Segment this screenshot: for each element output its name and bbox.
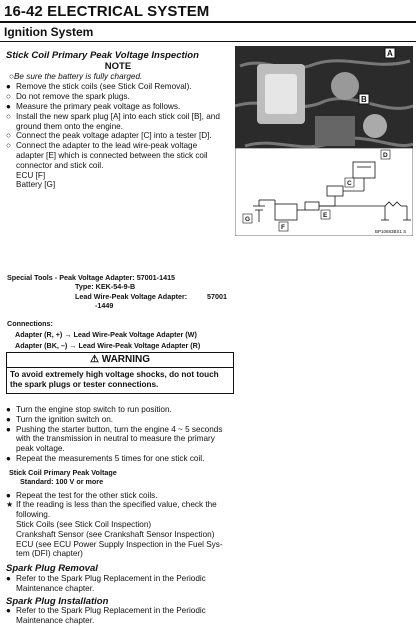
step-item [6,82,230,92]
step-item [6,491,230,501]
check-item: tem (DFI) chapter) [16,549,83,559]
connections-title: Connections: [7,319,53,328]
step-line: Refer to the Spark Plug Replacement in the Periodic [16,606,206,616]
bullet-marker: ● [6,573,11,583]
step-item [6,425,230,454]
section-measurement [6,405,230,626]
diagram-label-d: D [383,152,388,159]
diagram-label-c: C [347,180,352,187]
section-spark-plug-removal-title: Spark Plug Removal [6,563,98,575]
bullet-marker: ● [6,101,11,111]
step-line: Refer to the Spark Plug Replacement in the Periodic [16,573,206,583]
battery-label: Battery [G] [16,180,56,190]
step-line: Connect the peak voltage adapter [C] into a tester [D]. [16,131,212,141]
step-line: with the transmission in neutral to measure the primary [16,434,215,444]
check-item: Stick Coils (see Stick Coil Inspection) [16,519,152,529]
step-line: Repeat the test for the other stick coils. [16,490,158,500]
connection-line-1: Adapter (R, +) → Lead Wire-Peak Voltage Adapter (W) [15,330,197,339]
diagram-label-g: G [245,216,251,223]
bullet-marker: ● [6,453,11,463]
step-line: ground them onto the engine. [16,121,123,131]
bullet-marker: ○ [6,92,11,102]
warning-triangle-icon: ⚠ [89,354,99,365]
step-line: Maintenance chapter. [16,616,95,626]
chapter-subtitle: Ignition System [4,25,94,39]
step-line: Turn the ignition switch on. [16,414,114,424]
ecu-label: ECU [F] [16,170,46,180]
tool-type: Type: KEK-54-9-B [75,282,136,292]
subheader-divider [0,41,416,42]
photo-label-a: A [387,49,393,58]
section-stick-coil-inspection [6,51,230,190]
bullet-marker: ● [6,606,11,616]
step-line: connector and stick coil. [16,160,104,170]
wiring-diagram [235,148,413,236]
connections [7,318,277,351]
step-line: If the reading is less than the specified value, check the [16,500,217,510]
bullet-marker: ○ [6,131,11,141]
measurement-steps [6,405,230,464]
step-line: Repeat the measurements 5 times for one stick coil. [16,453,205,463]
photo-label-b: B [361,95,367,104]
step-line: adapter [E] which is connected between the stick coil [16,150,208,160]
tool-peak-adapter: Peak Voltage Adapter: 57001-1415 [59,273,176,282]
bullet-marker: ○ [6,141,11,151]
bullet-marker: ● [6,414,11,424]
diagram-label-f: F [281,224,285,231]
step-item [6,606,230,626]
tool-lead-wire: Lead Wire-Peak Voltage Adapter: [75,291,188,301]
special-tools [7,273,257,311]
spark-plug-removal-text [6,574,230,594]
note-text: ○Be sure the battery is fully charged. [9,71,143,81]
step-line: Remove the stick coils (see Stick Coil Removal). [16,82,192,92]
connection-line-2: Adapter (BK, –) → Lead Wire-Peak Voltage Adapter (R) [15,341,201,350]
step-line: Maintenance chapter. [16,583,95,593]
step-line: peak voltage. [16,444,65,454]
step-item [6,454,230,464]
step-line: Turn the engine stop switch to run position. [16,405,172,414]
bullet-marker: ○ [6,111,11,121]
warning-box [6,352,234,394]
check-item: Crankshaft Sensor (see Crankshaft Sensor Inspection) [16,529,215,539]
step-item [6,141,230,170]
section-title: Stick Coil Primary Peak Voltage Inspection [6,50,199,61]
tool-lead-wire-part: 57001 [207,291,227,301]
step-item [6,102,230,112]
figure-code: BP10683BS1 S [375,229,407,234]
bullet-marker: ● [6,424,11,434]
step-line: Pushing the starter button, turn the engine 4 ~ 5 seconds [16,424,223,434]
step-item [6,500,230,520]
procedure-steps [6,82,230,170]
header-divider [0,21,416,23]
page-title: 16-42 ELECTRICAL SYSTEM [4,3,210,20]
step-line: Do not remove the spark plugs. [16,92,130,102]
warning-text: To avoid extremely high voltage shocks, do not touch the spark plugs or tester connections. [10,370,219,389]
tool-lead-wire-part2: -1449 [95,301,114,311]
warning-heading: ⚠ WARNING [7,353,233,368]
step-item [6,92,230,102]
spec-title: Stick Coil Primary Peak Voltage [9,467,117,477]
bullet-marker: ● [6,82,11,92]
step-item [6,405,230,415]
spec-standard: Standard: 100 V or more [20,477,104,487]
bullet-marker: ● [6,490,11,500]
tools-label: Special Tools - [7,273,58,282]
note-heading: NOTE [104,60,132,72]
bullet-marker: ● [6,405,11,414]
step-item [6,112,230,132]
step-line: Connect the adapter to the lead wire-peak voltage [16,141,198,151]
followup-steps [6,491,230,520]
bullet-marker: ★ [6,500,14,510]
step-item [6,574,230,594]
step-line: following. [16,510,51,520]
diagram-label-e: E [323,212,328,219]
check-item: ECU (see ECU Power Supply Inspection in the Fuel Sys- [16,539,223,549]
check-list [6,520,230,559]
step-line: Measure the primary peak voltage as follows. [16,101,181,111]
spark-plug-installation-text [6,606,230,626]
section-spark-plug-installation-title: Spark Plug Installation [6,595,109,607]
step-item [6,415,230,425]
step-line: Install the new spark plug [A] into each stick coil [B], and [16,111,220,121]
step-item [6,131,230,141]
